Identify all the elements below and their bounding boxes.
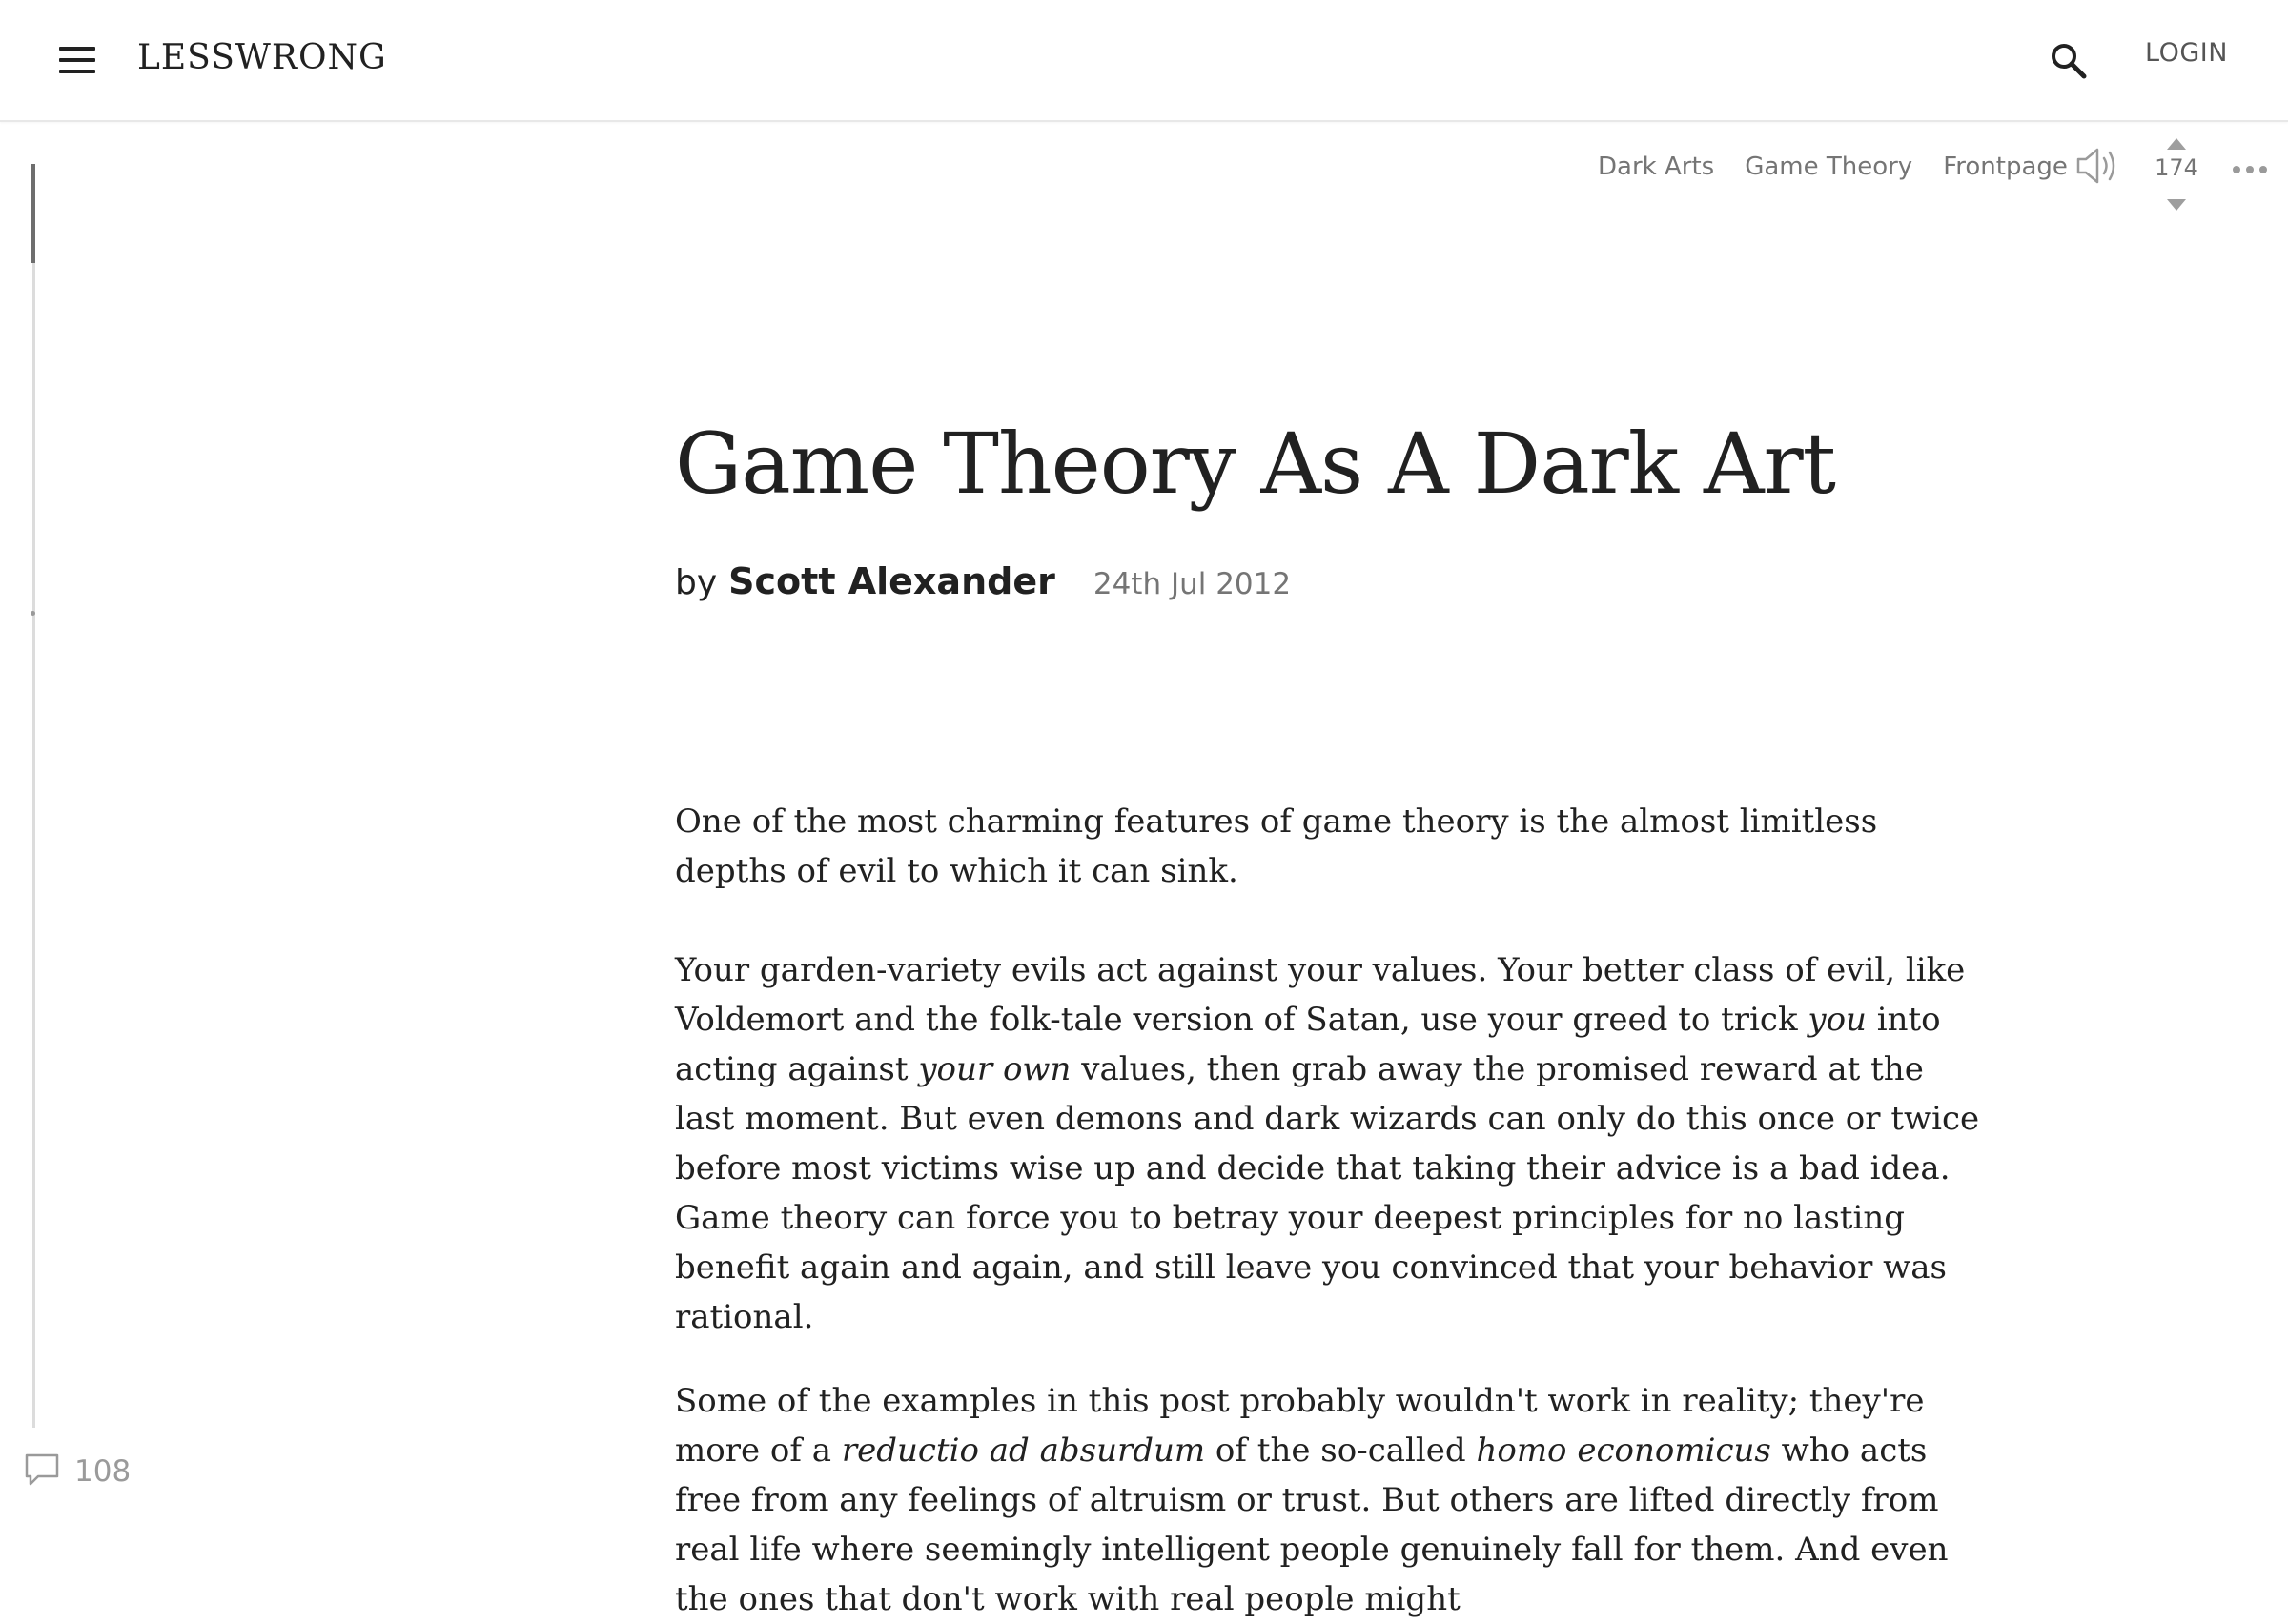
paragraph-3-text-c: who acts free from any feelings of altruism or trust. But others are lifted directly from real life where seemingly intelligent people genuinely fall for them. And even the ones that don't work with real people might [675, 1431, 1949, 1618]
paragraph-3 [675, 1376, 1987, 1624]
hamburger-menu-icon[interactable] [51, 42, 97, 80]
tag-dark-arts[interactable]: Dark Arts [1598, 152, 1715, 181]
paragraph-3-emphasis-2: homo economicus [1476, 1431, 1771, 1470]
more-horizontal-icon[interactable] [2231, 158, 2269, 181]
search-icon[interactable] [2048, 40, 2090, 82]
post-title: Game Theory As A Dark Art [675, 415, 1836, 513]
toc-section-marker[interactable] [31, 611, 35, 616]
post-tags [1598, 152, 2068, 181]
author-link[interactable]: Scott Alexander [728, 560, 1055, 602]
byline-prefix: by [675, 563, 718, 602]
post-date: 24th Jul 2012 [1093, 567, 1292, 601]
comments-count: 108 [74, 1454, 132, 1489]
site-logo[interactable]: LESSWRONG [137, 38, 387, 77]
vote-widget [2151, 133, 2202, 217]
login-button[interactable]: LOGIN [2145, 38, 2228, 68]
paragraph-2-text-b: into acting against [675, 1001, 1941, 1088]
vote-score: 174 [2155, 154, 2198, 181]
paragraph-3-text-a: Some of the examples in this post probably wouldn't work in reality; they're more of a [675, 1382, 1925, 1470]
paragraph-2-text-c: values, then grab away the promised reward at the last moment. But even demons and dark wizards can only do this once or twice before most victims wise up and decide that taking their advice is a bad idea. Game theory can force you to betray your deepest principles for no lasting benefit again and again, and still leave you convinced that your behavior was rational. [675, 1050, 1980, 1336]
paragraph-1: One of the most charming features of game theory is the almost limitless depths of evil to which it can sink. [675, 802, 1878, 890]
toc-rail[interactable] [32, 164, 35, 1428]
paragraph-2-emphasis-2: your own [918, 1050, 1072, 1088]
paragraph-3-emphasis-1: reductio ad absurdum [841, 1431, 1206, 1470]
tag-frontpage[interactable]: Frontpage [1943, 152, 2068, 181]
paragraph-3-text-b: of the so-called [1205, 1431, 1477, 1470]
paragraph-2-emphasis-1: you [1808, 1001, 1867, 1039]
post-body [675, 797, 1987, 1624]
speaker-icon[interactable] [2074, 145, 2120, 187]
comment-bubble-icon [23, 1451, 61, 1492]
post-byline [675, 560, 1291, 602]
triangle-down-icon[interactable] [2166, 198, 2187, 212]
triangle-up-icon[interactable] [2166, 137, 2187, 151]
paragraph-2-text-a: Your garden-variety evils act against your values. Your better class of evil, like Voldemort and the folk-tale version of Satan, use your greed to trick [675, 951, 1966, 1039]
toc-progress-indicator [31, 164, 35, 263]
comments-count-link[interactable] [23, 1451, 131, 1492]
top-app-bar [0, 0, 2288, 122]
paragraph-2 [675, 945, 1987, 1342]
tag-game-theory[interactable]: Game Theory [1745, 152, 1913, 181]
